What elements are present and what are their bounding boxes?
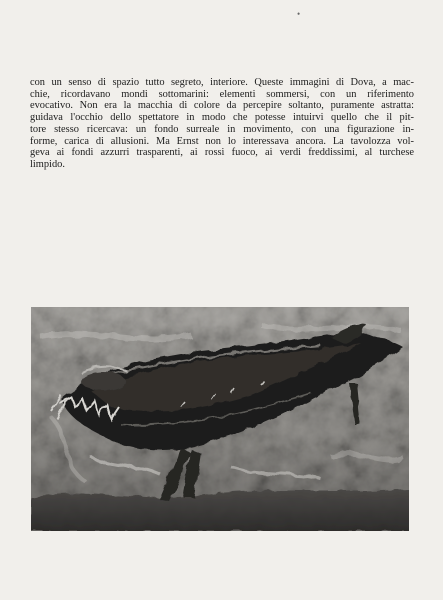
text-line: limpido. [30, 158, 65, 170]
text-line: evocativo. Non era la macchia di colore da percepire soltanto, puramente astratta: [30, 100, 414, 112]
text-line: geva ai fondi azzurri trasparenti, ai rossi fuoco, ai verdi freddissimi, al turchese [30, 147, 414, 159]
painting-ground [31, 489, 409, 531]
text-line: tore stesso ricercava: un fondo surreale in movimento, con una figurazione in- [30, 123, 414, 135]
body-paragraph [30, 77, 414, 171]
corner-mark: • [297, 9, 301, 19]
painting-image [31, 307, 409, 531]
text-line: forme, carica di allusioni. Ma Ernst non lo interessava ancora. La tavolozza vol- [30, 135, 414, 147]
text-line: con un senso di spazio tutto segreto, interiore. Queste immagini di Dova, a mac- [30, 77, 414, 88]
text-line: guidava l'occhio dello spettatore in modo che potesse intuirvi quello che il pit- [30, 112, 414, 124]
painting-reproduction [31, 307, 409, 531]
text-line: chie, ricordavano mondi sottomarini: elementi sommersi, con un riferimento [30, 88, 414, 100]
